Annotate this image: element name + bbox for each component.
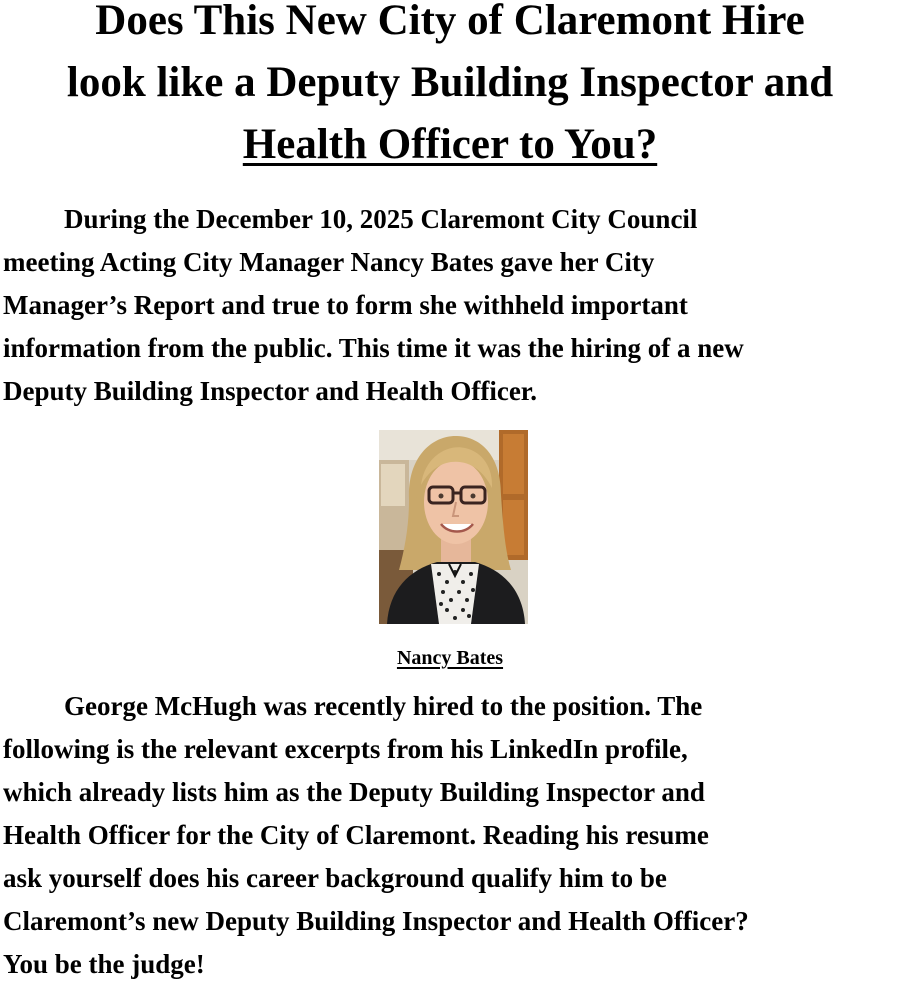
body-line: Claremont’s new Deputy Building Inspector and Health Officer?	[3, 906, 749, 936]
photo-caption: Nancy Bates	[396, 647, 504, 669]
body-line: which already lists him as the Deputy Building Inspector and	[3, 777, 705, 807]
headline-line-1: Does This New City of Claremont Hire	[95, 0, 805, 44]
portrait-photo	[379, 430, 528, 624]
intro-paragraph	[3, 198, 900, 413]
headline-line-3-wrap	[0, 114, 900, 176]
intro-line: meeting Acting City Manager Nancy Bates gave her City	[3, 247, 655, 277]
body-line: ask yourself does his career background qualify him to be	[3, 863, 667, 893]
intro-line: During the December 10, 2025 Claremont City Council	[64, 204, 698, 234]
portrait-illustration	[379, 430, 528, 624]
body-paragraph	[3, 685, 900, 986]
headline	[0, 0, 900, 176]
body-line: Health Officer for the City of Claremont. Reading his resume	[3, 820, 709, 850]
body-line: You be the judge!	[3, 949, 205, 979]
body-line: George McHugh was recently hired to the position. The	[64, 691, 703, 721]
body-line: following is the relevant excerpts from his LinkedIn profile,	[3, 734, 688, 764]
headline-line-3: Health Officer to You?	[242, 121, 658, 168]
intro-line: information from the public. This time it was the hiring of a new	[3, 333, 744, 363]
intro-line: Deputy Building Inspector and Health Officer.	[3, 376, 538, 406]
intro-line: Manager’s Report and true to form she withheld important	[3, 290, 688, 320]
headline-line-2: look like a Deputy Building Inspector and	[66, 59, 834, 106]
